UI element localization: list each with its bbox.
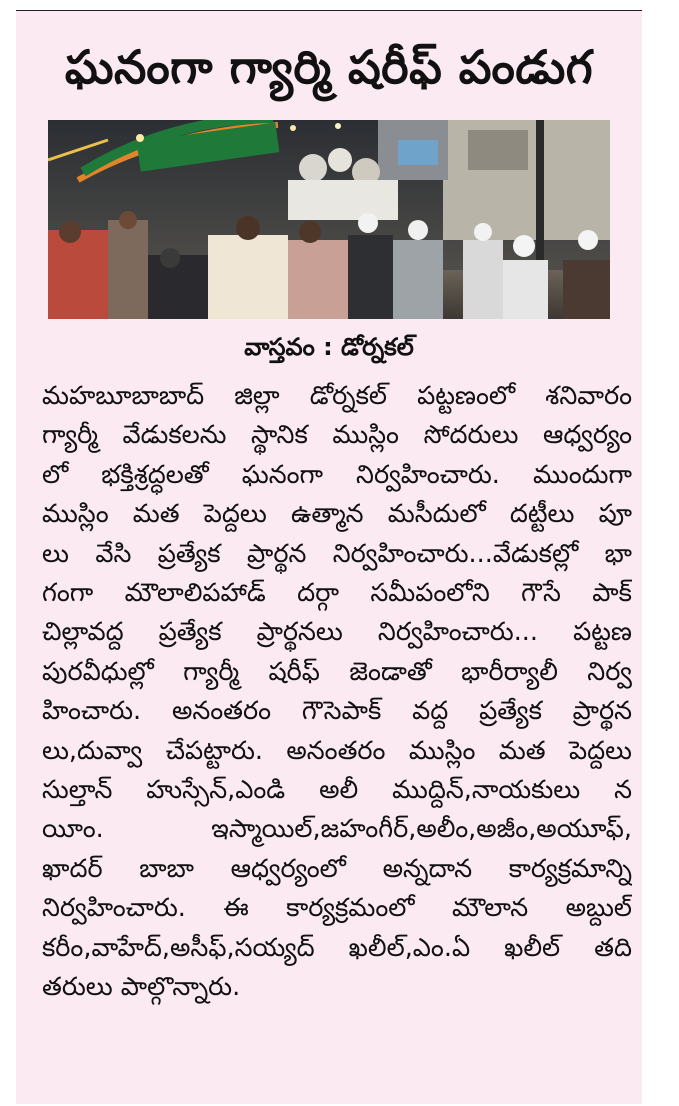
article-body [42, 377, 632, 1008]
body-line: పురవీధుల్లో గ్యార్మీ షరీఫ్ జెండాతో భారీర్యాలీ నిర్వ [42, 656, 632, 687]
body-line: గంగా మౌలాలిపహాడ్ దర్గా సమీపంలోని గౌసే పాక్ [42, 578, 632, 609]
body-line: ముస్లిం మత పెద్దలు ఉత్మాన మసీదులో దట్టీలు పూ [42, 499, 632, 530]
festival-rally-photo [48, 120, 610, 319]
body-line: లో భక్తిశ్రద్ధలతో ఘనంగా నిర్వహించారు. ముందుగా [42, 459, 632, 490]
body-line: లు వేసి ప్రత్యేక ప్రార్థన నిర్వహించారు...వేడుకల్లో భా [42, 538, 632, 569]
body-line: కరీం,వాహేద్,అసీఫ్,సయ్యద్ ఖలీల్,ఎం.ఏ ఖలీల్ తది [42, 932, 632, 963]
news-clipping [16, 10, 642, 1104]
rally-photo [48, 120, 610, 319]
body-line: ఖాదర్ బాబా ఆధ్వర్యంలో అన్నదాన కార్యక్రమాన్ని [42, 853, 632, 884]
body-line: యీం. ఇస్మాయిల్,జహంగీర్,అలీం,అజీం,అయూఫ్, [42, 814, 632, 845]
body-line: గ్యార్మీ వేడుకలను స్థానిక ముస్లిం సోదరులు ఆధ్వర్యం [42, 420, 632, 451]
body-line: మహబూబాబాద్ జిల్లా డోర్నకల్ పట్టణంలో శనివారం [42, 381, 632, 411]
body-line: నిర్వహించారు. ఈ కార్యక్రమంలో మౌలాన అబ్దుల్ [42, 893, 632, 924]
body-line: తరులు పాల్గొన్నారు. [42, 972, 241, 1003]
body-line: సుల్తాన్ హుస్సేన్,ఎండి అలీ ముద్దిన్,నాయకులు న [42, 775, 632, 806]
headline: ఘనంగా గ్యార్మి షరీఫ్ పండుగ [64, 40, 594, 94]
body-line: లు,దువ్వా చేపట్టారు. అనంతరం ముస్లిం మత పెద్దలు [42, 735, 632, 766]
body-line: హించారు. అనంతరం గౌసెపాక్ వద్ద ప్రత్యేక ప్రార్థన [42, 696, 632, 727]
body-line: చిల్లావద్ద ప్రత్యేక ప్రార్థనలు నిర్వహించారు... పట్టణ [42, 617, 632, 648]
dateline: వాస్తవం : డోర్నకల్ [244, 333, 414, 361]
